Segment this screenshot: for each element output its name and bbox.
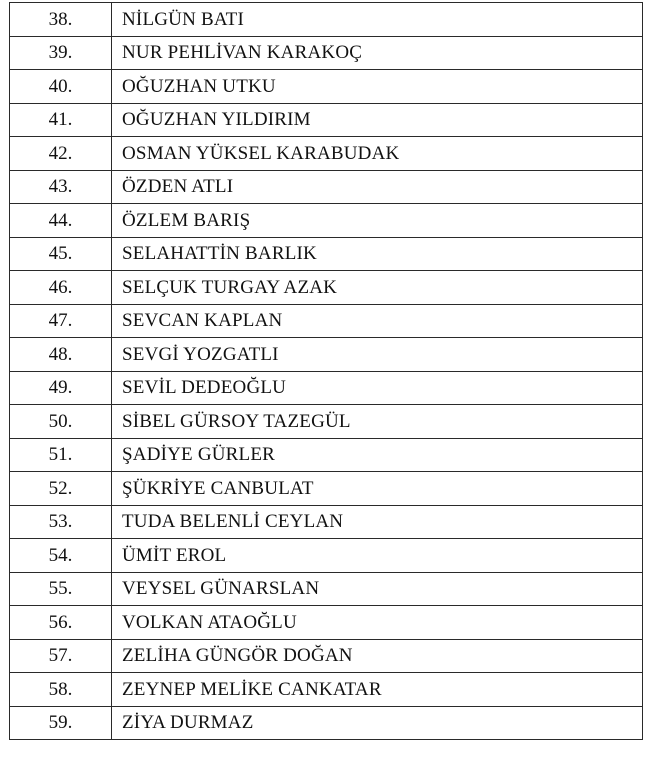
table-row bbox=[10, 271, 643, 305]
row-number: 40. bbox=[10, 70, 112, 104]
row-number: 58. bbox=[10, 673, 112, 707]
person-name: SELAHATTİN BARLIK bbox=[112, 237, 643, 271]
table-row bbox=[10, 304, 643, 338]
table-row bbox=[10, 204, 643, 238]
person-name: ŞADİYE GÜRLER bbox=[112, 438, 643, 472]
row-number: 45. bbox=[10, 237, 112, 271]
person-name: ZİYA DURMAZ bbox=[112, 706, 643, 740]
table-row bbox=[10, 170, 643, 204]
table-row bbox=[10, 36, 643, 70]
row-number: 47. bbox=[10, 304, 112, 338]
table-row bbox=[10, 673, 643, 707]
row-number: 43. bbox=[10, 170, 112, 204]
table-row bbox=[10, 405, 643, 439]
row-number: 39. bbox=[10, 36, 112, 70]
person-name: SEVCAN KAPLAN bbox=[112, 304, 643, 338]
table-row bbox=[10, 371, 643, 405]
row-number: 53. bbox=[10, 505, 112, 539]
person-name: SİBEL GÜRSOY TAZEGÜL bbox=[112, 405, 643, 439]
table-row bbox=[10, 472, 643, 506]
person-name: NUR PEHLİVAN KARAKOÇ bbox=[112, 36, 643, 70]
person-name: VEYSEL GÜNARSLAN bbox=[112, 572, 643, 606]
person-name: ÜMİT EROL bbox=[112, 539, 643, 573]
person-name: VOLKAN ATAOĞLU bbox=[112, 606, 643, 640]
person-name: SEVİL DEDEOĞLU bbox=[112, 371, 643, 405]
person-name: TUDA BELENLİ CEYLAN bbox=[112, 505, 643, 539]
table-row bbox=[10, 706, 643, 740]
person-name: NİLGÜN BATI bbox=[112, 3, 643, 37]
row-number: 57. bbox=[10, 639, 112, 673]
row-number: 59. bbox=[10, 706, 112, 740]
row-number: 50. bbox=[10, 405, 112, 439]
person-name: ZELİHA GÜNGÖR DOĞAN bbox=[112, 639, 643, 673]
row-number: 52. bbox=[10, 472, 112, 506]
row-number: 55. bbox=[10, 572, 112, 606]
table-row bbox=[10, 539, 643, 573]
row-number: 44. bbox=[10, 204, 112, 238]
row-number: 42. bbox=[10, 137, 112, 171]
person-name: OĞUZHAN YILDIRIM bbox=[112, 103, 643, 137]
person-name: OSMAN YÜKSEL KARABUDAK bbox=[112, 137, 643, 171]
row-number: 49. bbox=[10, 371, 112, 405]
name-list-document bbox=[9, 2, 643, 740]
table-row bbox=[10, 572, 643, 606]
name-list-body bbox=[10, 3, 643, 740]
table-row bbox=[10, 505, 643, 539]
person-name: ÖZDEN ATLI bbox=[112, 170, 643, 204]
row-number: 38. bbox=[10, 3, 112, 37]
name-list-table bbox=[9, 2, 643, 740]
person-name: ÖZLEM BARIŞ bbox=[112, 204, 643, 238]
person-name: ŞÜKRİYE CANBULAT bbox=[112, 472, 643, 506]
person-name: OĞUZHAN UTKU bbox=[112, 70, 643, 104]
row-number: 46. bbox=[10, 271, 112, 305]
row-number: 48. bbox=[10, 338, 112, 372]
row-number: 56. bbox=[10, 606, 112, 640]
table-row bbox=[10, 338, 643, 372]
table-row bbox=[10, 103, 643, 137]
person-name: SEVGİ YOZGATLI bbox=[112, 338, 643, 372]
table-row bbox=[10, 606, 643, 640]
person-name: SELÇUK TURGAY AZAK bbox=[112, 271, 643, 305]
row-number: 54. bbox=[10, 539, 112, 573]
table-row bbox=[10, 137, 643, 171]
table-row bbox=[10, 70, 643, 104]
row-number: 51. bbox=[10, 438, 112, 472]
person-name: ZEYNEP MELİKE CANKATAR bbox=[112, 673, 643, 707]
row-number: 41. bbox=[10, 103, 112, 137]
table-row bbox=[10, 438, 643, 472]
table-row bbox=[10, 237, 643, 271]
table-row bbox=[10, 639, 643, 673]
table-row bbox=[10, 3, 643, 37]
